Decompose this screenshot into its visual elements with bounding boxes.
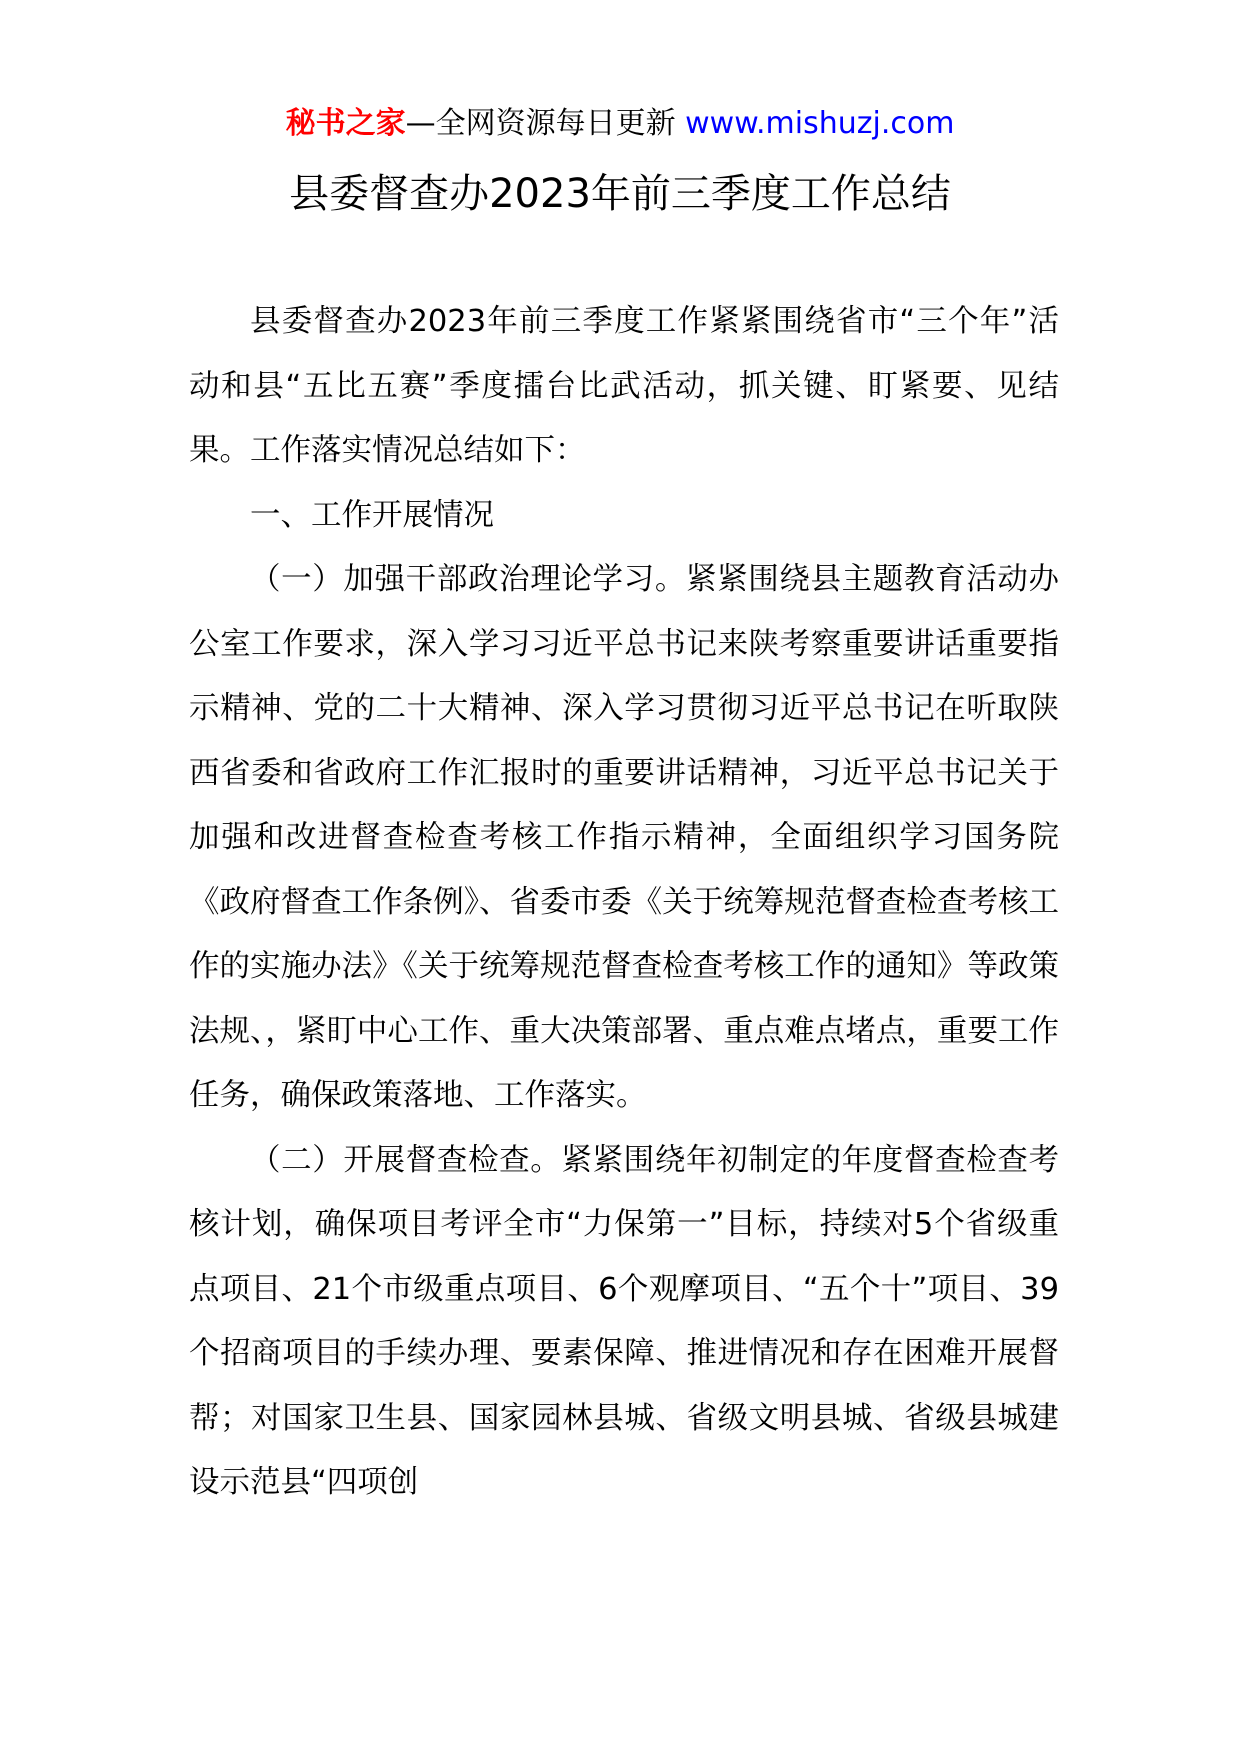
document-title: 县委督查办2023年前三季度工作总结	[289, 171, 951, 217]
site-brand: 秘书之家	[285, 106, 406, 141]
site-url[interactable]: www.mishuzj.com	[685, 106, 955, 141]
site-slogan: —全网资源每日更新	[405, 106, 686, 141]
section-heading: 一、工作开展情况	[250, 497, 494, 533]
document-body	[189, 290, 1059, 1516]
paragraph-inspection: （二）开展督查检查。紧紧围绕年初制定的年度督查检查考核计划，确保项目考评全市“力保第一”目标，持续对5个省级重点项目、21个市级重点项目、6个观摩项目、“五个十”项目、39个招商项目的手续办理、要素保障、推进情况和存在困难开展督帮；对国家卫生县、国家园林县城、省级文明县城、省级县城建设示范县“四项创	[189, 1142, 1059, 1500]
site-header	[0, 102, 1240, 146]
intro-paragraph: 县委督查办2023年前三季度工作紧紧围绕省市“三个年”活动和县“五比五赛”季度擂台比武活动，抓关键、盯紧要、见结果。工作落实情况总结如下：	[189, 304, 1059, 468]
paragraph-study: （一）加强干部政治理论学习。紧紧围绕县主题教育活动办公室工作要求，深入学习习近平总书记来陕考察重要讲话重要指示精神、党的二十大精神、深入学习贯彻习近平总书记在听取陕西省委和省政府工作汇报时的重要讲话精神，习近平总书记关于加强和改进督查检查考核工作指示精神，全面组织学习国务院《政府督查工作条例》、省委市委《关于统筹规范督查检查考核工作的实施办法》《关于统筹规范督查检查考核工作的通知》等政策法规、，紧盯中心工作、重大决策部署、重点难点堵点，重要工作任务，确保政策落地、工作落实。	[189, 562, 1059, 1113]
